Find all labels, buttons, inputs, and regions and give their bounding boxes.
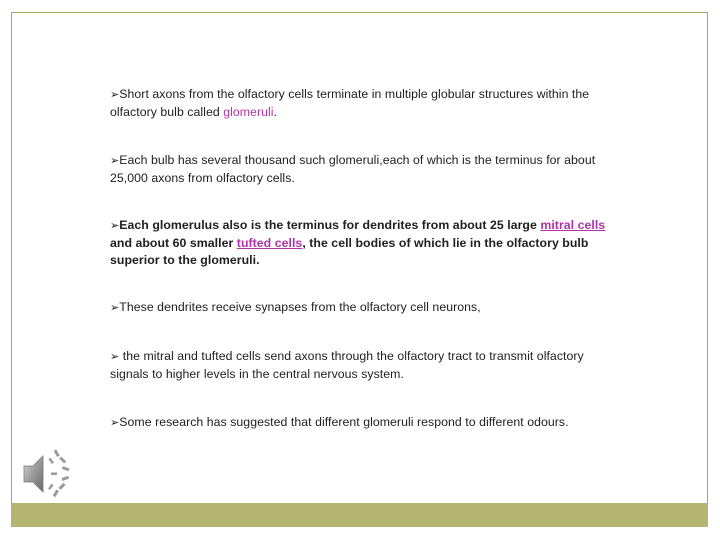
bullet-6 [110, 414, 620, 432]
arrow-bullet-icon: ➢ [110, 302, 120, 314]
bullet-3-text-c: , the cell bodies of which lie in the olfactory bulb superior to the glomeruli. [110, 236, 589, 267]
bullet-5 [110, 348, 620, 383]
arrow-bullet-icon: ➢ [110, 417, 120, 429]
bullet-3-text-b: and about 60 smaller [110, 236, 237, 250]
tufted-cells-link[interactable]: tufted cells [236, 236, 303, 250]
bullet-4-text: These dendrites receive synapses from the olfactory cell neurons, [119, 300, 481, 314]
footer-bar [11, 503, 708, 527]
mitral-cells-link[interactable]: mitral cells [540, 218, 606, 232]
arrow-bullet-icon: ➢ [110, 155, 120, 167]
arrow-bullet-icon: ➢ [110, 220, 120, 232]
bullet-3 [110, 217, 620, 269]
speaker-icon[interactable] [22, 446, 74, 502]
bullet-3-text-a: Each glomerulus also is the terminus for dendrites from about 25 large [119, 218, 541, 232]
bullet-4 [110, 299, 620, 317]
arrow-bullet-icon: ➢ [110, 89, 120, 101]
bullet-6-text: Some research has suggested that different glomeruli respond to different odours. [119, 415, 569, 429]
bullet-2 [110, 152, 620, 187]
glomeruli-highlight: glomeruli [223, 105, 274, 119]
bullet-1-end: . [273, 105, 278, 119]
bullet-1 [110, 86, 620, 121]
bullet-2-text: Each bulb has several thousand such glomeruli,each of which is the terminus for about 25,000 axons from olfactory cells. [110, 153, 596, 185]
bullet-1-text: Short axons from the olfactory cells terminate in multiple globular structures within the olfactory bulb called [110, 87, 590, 119]
bullet-5-text: the mitral and tufted cells send axons through the olfactory tract to transmit olfactory signals to higher levels in the central nervous system. [110, 349, 584, 381]
arrow-bullet-icon: ➢ [110, 351, 120, 363]
